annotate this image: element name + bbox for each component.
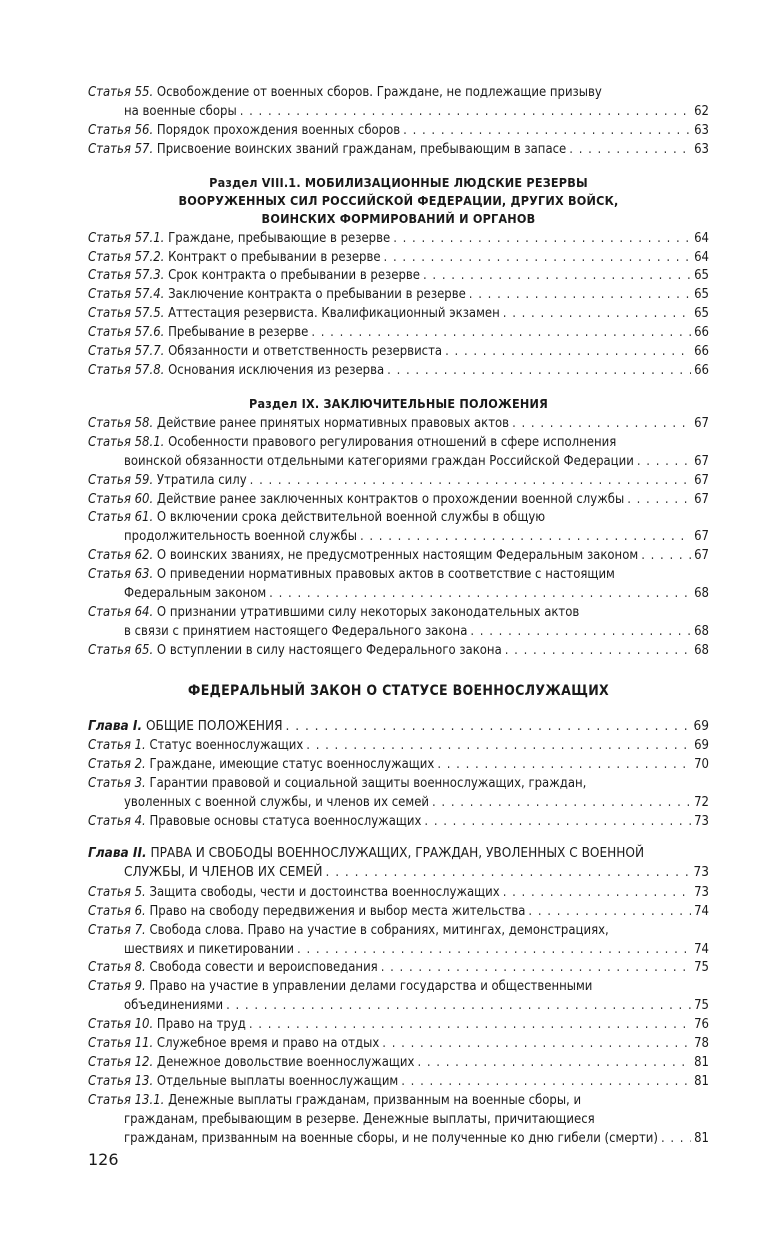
dot-leader — [503, 305, 691, 324]
toc-line — [88, 1054, 709, 1073]
dot-leader — [240, 103, 691, 122]
dot-leader — [424, 813, 691, 832]
article-label: Статья 56. — [88, 122, 154, 138]
toc-entry[interactable] — [88, 566, 709, 604]
toc-entry[interactable] — [88, 267, 709, 286]
toc-line — [88, 1111, 709, 1130]
entry-text — [88, 434, 616, 453]
chapter-label: Глава II. — [88, 845, 147, 861]
article-label: Статья 13. — [88, 1073, 154, 1089]
toc-line — [88, 491, 709, 510]
toc-entry[interactable] — [88, 472, 709, 491]
article-label: Статья 58. — [88, 415, 154, 431]
dot-leader — [311, 324, 691, 343]
page-ref[interactable]: 73 — [694, 814, 709, 830]
entry-text — [88, 756, 434, 775]
toc-entry[interactable] — [88, 343, 709, 362]
toc-entry[interactable] — [88, 305, 709, 324]
toc-line — [88, 775, 709, 794]
toc-line — [88, 922, 709, 941]
article-label: Статья 58.1. — [88, 434, 165, 450]
entry-title: Заключение контракта о пребывании в резерве — [168, 287, 466, 303]
toc-entry[interactable] — [88, 1016, 709, 1035]
page-ref[interactable]: 68 — [694, 642, 709, 658]
entry-title: Присвоение воинских званий гражданам, пребывающим в запасе — [156, 141, 567, 157]
toc-line — [88, 1073, 709, 1092]
toc-entry[interactable] — [88, 84, 709, 122]
toc-line — [88, 434, 709, 453]
dot-leader — [423, 267, 691, 286]
toc-line — [88, 547, 709, 566]
toc-entry[interactable] — [88, 362, 709, 381]
page-ref[interactable]: 67 — [694, 472, 709, 488]
entry-title: Освобождение от военных сборов. Граждане, не подлежащие призыву — [156, 85, 602, 100]
dot-leader — [325, 863, 690, 882]
entry-text — [124, 794, 429, 813]
article-label: Статья 9. — [88, 979, 146, 995]
article-label: Статья 10. — [88, 1017, 154, 1033]
toc-chapter[interactable] — [88, 844, 709, 882]
page-ref[interactable]: 67 — [694, 529, 709, 545]
entry-text — [88, 566, 615, 585]
dot-leader — [469, 286, 691, 305]
page-ref[interactable]: 62 — [694, 103, 709, 119]
toc-entry[interactable] — [88, 141, 709, 160]
dot-leader — [503, 884, 691, 903]
page-ref[interactable]: 67 — [694, 415, 709, 431]
entry-text — [88, 959, 378, 978]
page-ref[interactable]: 72 — [694, 795, 709, 811]
entry-text — [88, 1073, 398, 1092]
entry-text — [124, 623, 467, 642]
entry-text — [124, 103, 237, 122]
dot-leader — [637, 453, 691, 472]
entry-title: Обязанности и ответственность резервиста — [168, 344, 443, 360]
entry-text — [88, 1035, 379, 1054]
toc-entry[interactable] — [88, 324, 709, 343]
entry-text — [88, 978, 592, 997]
toc-line — [88, 585, 709, 604]
toc-entry[interactable] — [88, 1054, 709, 1073]
entry-text — [88, 509, 545, 528]
law-heading — [88, 682, 709, 701]
toc-line — [88, 959, 709, 978]
entry-text — [88, 230, 390, 249]
entry-text — [88, 362, 384, 381]
entry-text — [88, 324, 308, 343]
entry-text — [88, 642, 502, 661]
entry-title: шествиях и пикетировании — [124, 941, 295, 957]
dot-leader — [512, 415, 691, 434]
toc-entry[interactable] — [88, 434, 709, 472]
section-heading — [88, 174, 709, 228]
page-ref[interactable]: 73 — [694, 884, 709, 900]
toc-entry[interactable] — [88, 491, 709, 510]
toc-page — [88, 84, 709, 1149]
heading-line: ВОИНСКИХ ФОРМИРОВАНИЙ И ОРГАНОВ — [261, 210, 536, 226]
toc-entry[interactable] — [88, 1092, 709, 1149]
entry-title: Действие ранее принятых нормативных правовых актов — [156, 415, 510, 431]
toc-line — [88, 324, 709, 343]
page-ref[interactable]: 69 — [694, 738, 709, 754]
article-label: Статья 57.6. — [88, 325, 165, 341]
entry-title: О включении срока действительной военной службы в общую — [156, 510, 546, 526]
entry-text — [88, 491, 624, 510]
heading-line: Раздел VIII.1. МОБИЛИЗАЦИОННЫЕ ЛЮДСКИЕ РЕЗЕРВЫ — [209, 174, 588, 190]
dot-leader — [417, 1054, 691, 1073]
entry-title: Основания исключения из резерва — [168, 362, 385, 378]
toc-line — [88, 415, 709, 434]
toc-entry[interactable] — [88, 922, 709, 960]
article-label: Статья 57.3. — [88, 268, 165, 284]
article-label: Статья 57.5. — [88, 306, 165, 322]
toc-entry[interactable] — [88, 547, 709, 566]
entry-title: Пребывание в резерве — [168, 325, 309, 341]
page-ref[interactable]: 78 — [694, 1036, 709, 1052]
toc-entry[interactable] — [88, 813, 709, 832]
toc-line — [88, 997, 709, 1016]
toc-entry[interactable] — [88, 1035, 709, 1054]
toc-entry[interactable] — [88, 903, 709, 922]
toc-entry[interactable] — [88, 604, 709, 642]
heading-line: ФЕДЕРАЛЬНЫЙ ЗАКОН О СТАТУСЕ ВОЕННОСЛУЖАЩИХ — [187, 682, 610, 699]
entry-text — [88, 343, 442, 362]
page-ref[interactable]: 81 — [694, 1054, 709, 1070]
section-heading — [88, 395, 709, 413]
entry-text — [88, 141, 566, 160]
article-label: Статья 3. — [88, 776, 146, 792]
dot-leader — [393, 230, 691, 249]
dot-leader — [387, 362, 691, 381]
page-ref[interactable]: 66 — [694, 344, 709, 360]
article-label: Статья 62. — [88, 548, 154, 564]
article-label: Статья 5. — [88, 884, 146, 900]
page-ref[interactable]: 81 — [694, 1073, 709, 1089]
page-ref[interactable]: 70 — [694, 757, 709, 773]
entry-title: Служебное время и право на отдых — [156, 1036, 380, 1052]
heading-line: ВООРУЖЕННЫХ СИЛ РОССИЙСКОЙ ФЕДЕРАЦИИ, ДРУГИХ ВОЙСК, — [178, 192, 619, 208]
article-label: Статья 65. — [88, 642, 154, 658]
article-label: Статья 57. — [88, 141, 154, 157]
entry-text — [124, 1130, 658, 1149]
page-ref[interactable]: 69 — [693, 717, 709, 734]
entry-title: Граждане, пребывающие в резерве — [168, 230, 391, 246]
entry-title: Особенности правового регулирования отношений в сфере исполнения — [168, 434, 617, 450]
page-ref[interactable]: 75 — [694, 998, 709, 1014]
toc-line — [88, 286, 709, 305]
toc-line — [88, 84, 709, 103]
toc-entry[interactable] — [88, 1073, 709, 1092]
page-ref[interactable]: 66 — [694, 362, 709, 378]
article-label: Статья 64. — [88, 604, 154, 620]
toc-line — [88, 1016, 709, 1035]
toc-entry[interactable] — [88, 884, 709, 903]
toc-line — [88, 141, 709, 160]
entry-text — [88, 717, 283, 736]
toc-line — [88, 844, 709, 863]
toc-line — [88, 122, 709, 141]
entry-text — [88, 472, 247, 491]
entry-title: Граждане, имеющие статус военнослужащих — [149, 757, 435, 773]
entry-text — [88, 267, 420, 286]
entry-text — [124, 997, 223, 1016]
toc-line — [88, 863, 709, 882]
article-label: Статья 61. — [88, 510, 154, 526]
toc-line — [88, 249, 709, 268]
toc-line — [88, 1130, 709, 1149]
page-ref[interactable]: 67 — [694, 491, 709, 507]
dot-leader — [470, 623, 691, 642]
page-ref[interactable]: 66 — [694, 325, 709, 341]
entry-title: Денежное довольствие военнослужащих — [156, 1054, 415, 1070]
entry-title: Статус военнослужащих — [149, 738, 304, 754]
article-label: Статья 12. — [88, 1054, 154, 1070]
entry-text — [88, 903, 525, 922]
entry-text — [88, 604, 579, 623]
article-label: Статья 63. — [88, 567, 154, 583]
entry-title: воинской обязанности отдельными категориями граждан Российской Федерации — [124, 453, 634, 469]
article-label: Статья 57.7. — [88, 344, 165, 360]
dot-leader — [306, 737, 691, 756]
article-label: Статья 7. — [88, 922, 146, 938]
entry-text — [88, 1054, 414, 1073]
entry-title: продолжительность военной службы — [124, 529, 357, 545]
dot-leader — [297, 941, 691, 960]
page-ref[interactable]: 65 — [694, 287, 709, 303]
entry-title: Федеральным законом — [124, 586, 267, 602]
entry-text — [88, 547, 638, 566]
dot-leader — [627, 491, 691, 510]
toc-line — [88, 305, 709, 324]
toc-entry[interactable] — [88, 642, 709, 661]
dot-leader — [381, 959, 691, 978]
page-ref[interactable]: 81 — [694, 1130, 709, 1146]
entry-text — [88, 122, 400, 141]
entry-text — [124, 1111, 595, 1130]
dot-leader — [445, 343, 691, 362]
dot-leader — [286, 717, 691, 736]
dot-leader — [641, 547, 691, 566]
toc-line — [88, 941, 709, 960]
entry-text — [88, 844, 644, 863]
page-ref[interactable]: 74 — [694, 903, 709, 919]
toc-entry[interactable] — [88, 249, 709, 268]
dot-leader — [384, 249, 692, 268]
page-ref[interactable]: 67 — [694, 548, 709, 564]
dot-leader — [382, 1035, 691, 1054]
entry-title: уволенных с военной службы, и членов их семей — [124, 795, 429, 811]
article-label: Статья 60. — [88, 491, 154, 507]
toc-entry[interactable] — [88, 737, 709, 756]
entry-title: Действие ранее заключенных контрактов о прохождении военной службы — [156, 491, 625, 507]
entry-title: Право на труд — [156, 1017, 246, 1033]
entry-title: Правовые основы статуса военнослужащих — [149, 814, 422, 830]
toc-line — [88, 623, 709, 642]
entry-text — [124, 528, 357, 547]
toc-entry[interactable] — [88, 756, 709, 775]
dot-leader — [437, 756, 691, 775]
dot-leader — [661, 1130, 691, 1149]
toc-line — [88, 509, 709, 528]
article-label: Статья 13.1. — [88, 1092, 165, 1108]
toc-line — [88, 472, 709, 491]
toc-line — [88, 642, 709, 661]
entry-title: Срок контракта о пребывании в резерве — [168, 268, 420, 284]
entry-text — [88, 737, 303, 756]
entry-title: Отдельные выплаты военнослужащим — [156, 1073, 399, 1089]
entry-title: О вступлении в силу настоящего Федерального закона — [156, 642, 502, 658]
entry-text — [124, 453, 634, 472]
entry-text — [88, 84, 602, 103]
page-number: 126 — [88, 1150, 119, 1169]
entry-title: ПРАВА И СВОБОДЫ ВОЕННОСЛУЖАЩИХ, ГРАЖДАН, УВОЛЕННЫХ С ВОЕННОЙ — [150, 845, 645, 861]
entry-text — [88, 1016, 246, 1035]
toc-line — [88, 737, 709, 756]
page-ref[interactable]: 67 — [694, 453, 709, 469]
entry-title: в связи с принятием настоящего Федерального закона — [124, 623, 468, 639]
page-ref[interactable]: 68 — [694, 586, 709, 602]
toc-entry[interactable] — [88, 230, 709, 249]
article-label: Статья 57.4. — [88, 287, 165, 303]
entry-title: Аттестация резервиста. Квалификационный экзамен — [168, 306, 500, 322]
toc-line — [88, 756, 709, 775]
entry-text — [88, 286, 466, 305]
entry-text — [88, 415, 509, 434]
entry-title: Право на участие в управлении делами государства и общественными — [149, 979, 593, 995]
toc-entry[interactable] — [88, 122, 709, 141]
page-ref[interactable]: 68 — [694, 623, 709, 639]
dot-leader — [432, 794, 691, 813]
toc-line — [88, 978, 709, 997]
entry-text — [88, 775, 586, 794]
toc-line — [88, 362, 709, 381]
toc-entry[interactable] — [88, 415, 709, 434]
entry-text — [88, 922, 609, 941]
entry-title: Контракт о пребывании в резерве — [168, 249, 381, 265]
toc-line — [88, 717, 709, 736]
entry-title: ОБЩИЕ ПОЛОЖЕНИЯ — [145, 717, 283, 734]
page-ref[interactable]: 76 — [694, 1017, 709, 1033]
dot-leader — [269, 585, 691, 604]
toc-entry[interactable] — [88, 978, 709, 1016]
page-ref[interactable]: 64 — [694, 230, 709, 246]
dot-leader — [403, 122, 691, 141]
toc-entry[interactable] — [88, 509, 709, 547]
toc-line — [88, 528, 709, 547]
dot-leader — [360, 528, 691, 547]
entry-title: СЛУЖБЫ, И ЧЛЕНОВ ИХ СЕМЕЙ — [124, 863, 323, 880]
dot-leader — [505, 642, 691, 661]
entry-text — [124, 863, 322, 882]
toc-line — [88, 566, 709, 585]
entry-title: Свобода слова. Право на участие в собраниях, митингах, демонстрациях, — [149, 922, 609, 938]
entry-text — [88, 305, 500, 324]
toc-line — [88, 903, 709, 922]
entry-title: Право на свободу передвижения и выбор места жительства — [149, 903, 526, 919]
article-label: Статья 59. — [88, 472, 154, 488]
entry-text — [88, 884, 500, 903]
entry-title: Денежные выплаты гражданам, призванным на военные сборы, и — [168, 1092, 582, 1108]
entry-text — [124, 585, 266, 604]
page-ref[interactable]: 74 — [694, 941, 709, 957]
article-label: Статья 57.8. — [88, 362, 165, 378]
entry-title: О признании утратившими силу некоторых законодательных актов — [156, 604, 580, 620]
article-label: Статья 1. — [88, 738, 146, 754]
article-label: Статья 11. — [88, 1036, 154, 1052]
toc-line — [88, 794, 709, 813]
toc-line — [88, 1092, 709, 1111]
page-ref[interactable]: 65 — [694, 268, 709, 284]
toc-entry[interactable] — [88, 286, 709, 305]
toc-line — [88, 813, 709, 832]
dot-leader — [401, 1073, 691, 1092]
page-ref[interactable]: 64 — [694, 249, 709, 265]
entry-title: гражданам, пребывающим в резерве. Денежные выплаты, причитающиеся — [124, 1111, 595, 1127]
entry-title: О воинских званиях, не предусмотренных настоящим Федеральным законом — [156, 548, 639, 564]
entry-title: Свобода совести и вероисповедания — [149, 960, 378, 976]
toc-chapter[interactable] — [88, 717, 709, 736]
entry-text — [88, 813, 421, 832]
entry-title: гражданам, призванным на военные сборы, и не полученные ко дню гибели (смерти) — [124, 1130, 658, 1146]
article-label: Статья 8. — [88, 960, 146, 976]
entry-title: Утратила силу — [156, 472, 247, 488]
entry-title: Порядок прохождения военных сборов — [156, 122, 401, 138]
chapter-label: Глава I. — [88, 717, 143, 734]
toc-line — [88, 884, 709, 903]
article-label: Статья 6. — [88, 903, 146, 919]
entry-title: объединениями — [124, 998, 224, 1014]
toc-line — [88, 343, 709, 362]
article-label: Статья 57.2. — [88, 249, 165, 265]
article-label: Статья 55. — [88, 85, 154, 100]
entry-title: Защита свободы, чести и достоинства военнослужащих — [149, 884, 500, 900]
article-label: Статья 2. — [88, 757, 146, 773]
entry-text — [88, 249, 381, 268]
page-ref[interactable]: 65 — [694, 306, 709, 322]
article-label: Статья 57.1. — [88, 230, 165, 246]
entry-title: Гарантии правовой и социальной защиты военнослужащих, граждан, — [149, 776, 587, 792]
toc-entry[interactable] — [88, 775, 709, 813]
page-ref[interactable]: 63 — [694, 141, 709, 157]
dot-leader — [528, 903, 691, 922]
dot-leader — [249, 1016, 691, 1035]
article-label: Статья 4. — [88, 814, 146, 830]
heading-line: Раздел IX. ЗАКЛЮЧИТЕЛЬНЫЕ ПОЛОЖЕНИЯ — [249, 395, 548, 411]
toc-line — [88, 267, 709, 286]
page-ref[interactable]: 63 — [694, 122, 709, 138]
entry-title: О приведении нормативных правовых актов в соответствие с настоящим — [156, 567, 615, 583]
entry-text — [124, 941, 294, 960]
toc-line — [88, 103, 709, 122]
dot-leader — [250, 472, 691, 491]
toc-line — [88, 230, 709, 249]
dot-leader — [569, 141, 691, 160]
toc-line — [88, 604, 709, 623]
toc-entry[interactable] — [88, 959, 709, 978]
dot-leader — [226, 997, 691, 1016]
toc-line — [88, 1035, 709, 1054]
toc-line — [88, 453, 709, 472]
entry-title: на военные сборы — [124, 103, 237, 119]
page-ref[interactable]: 73 — [693, 863, 709, 880]
entry-text — [88, 1092, 581, 1111]
page-ref[interactable]: 75 — [694, 960, 709, 976]
